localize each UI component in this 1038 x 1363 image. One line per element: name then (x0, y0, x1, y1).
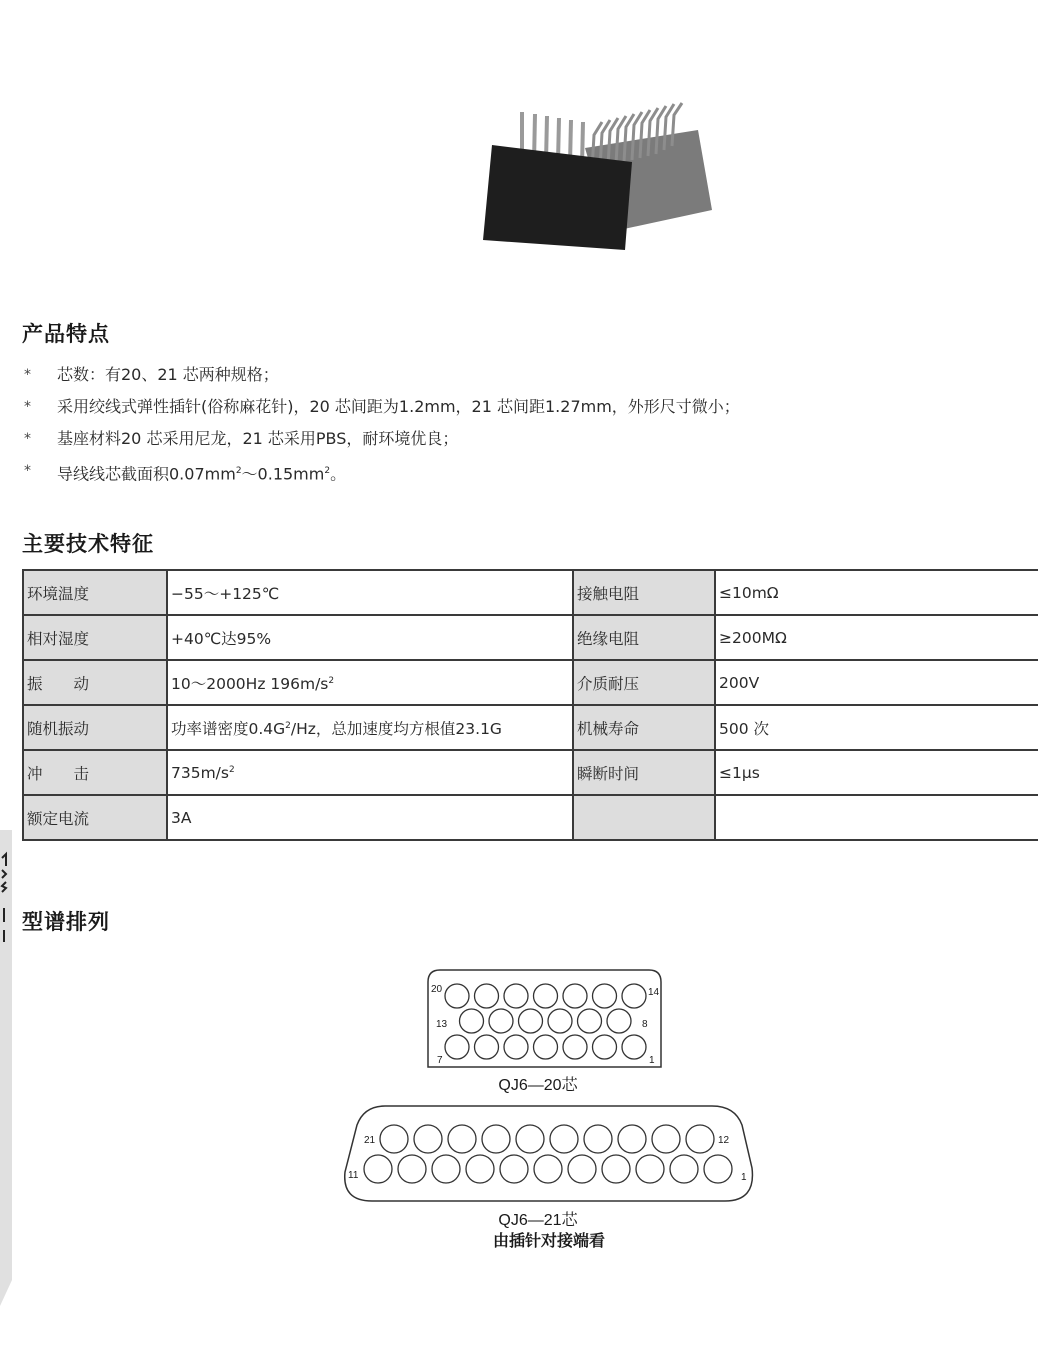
pin-hole-icon (466, 1155, 494, 1183)
features-title: 产品特点 (22, 322, 110, 346)
svg-text:由插针对接端看: 由插针对接端看 (492, 1233, 606, 1250)
spec-label: 绝缘电阻 (573, 615, 715, 660)
feature-item (22, 362, 740, 394)
pin-hole-icon (548, 1009, 572, 1033)
spec-value: ≤1μs (715, 750, 1038, 795)
pin-hole-icon (445, 984, 469, 1008)
pin-hole-icon (602, 1155, 630, 1183)
feature-text: 采用绞线式弹性插针(俗称麻花针)，20 芯间距为1.2mm，21 芯间距1.27mm，外形尺寸微小； (57, 397, 740, 416)
spec-value (715, 795, 1038, 840)
pin-hole-icon (504, 984, 528, 1008)
pin-hole-icon (593, 984, 617, 1008)
pin-hole-icon (563, 1035, 587, 1059)
pin-hole-icon (550, 1125, 578, 1153)
pin-hole-icon (686, 1125, 714, 1153)
svg-text:QJ6—20芯: QJ6—20芯 (498, 1077, 578, 1094)
pin-hole-icon (500, 1155, 528, 1183)
pin-hole-icon (563, 984, 587, 1008)
table-row (23, 615, 1038, 660)
spec-value: +40℃达95% (167, 615, 573, 660)
svg-text:1: 1 (649, 1055, 655, 1066)
svg-text:13: 13 (436, 1019, 448, 1030)
pin-hole-icon (516, 1125, 544, 1153)
features-list (22, 362, 740, 490)
connector-20-diagram (428, 970, 661, 1094)
pin-hole-icon (432, 1155, 460, 1183)
svg-text:20: 20 (431, 984, 443, 995)
spec-value: 功率谱密度$0.4G^2/Hz$，总加速度均方根值23.1G (167, 705, 573, 750)
feature-text: 导线线芯截面积$0.07mm^2\sim 0.15mm^2$。 (57, 464, 347, 484)
pin-hole-icon (593, 1035, 617, 1059)
pin-hole-icon (607, 1009, 631, 1033)
pin-hole-icon (448, 1125, 476, 1153)
pin-hole-icon (578, 1009, 602, 1033)
pin-hole-icon (568, 1155, 596, 1183)
table-row (23, 660, 1038, 705)
svg-text:12: 12 (718, 1135, 730, 1146)
spec-value: −55～+125℃ (167, 570, 573, 615)
pin-hole-icon (534, 1035, 558, 1059)
pin-hole-icon (519, 1009, 543, 1033)
pin-hole-icon (364, 1155, 392, 1183)
spec-label: 介质耐压 (573, 660, 715, 705)
pin-hole-icon (504, 1035, 528, 1059)
pin-hole-icon (475, 984, 499, 1008)
pin-hole-icon (534, 984, 558, 1008)
spec-table (22, 569, 1038, 841)
svg-text:7: 7 (437, 1055, 443, 1066)
spec-label: 振 动 (23, 660, 167, 705)
table-row (23, 750, 1038, 795)
feature-item (22, 426, 740, 458)
pin-hole-icon (622, 984, 646, 1008)
spec-value: 10～2000Hz $196m/s^2$ (167, 660, 573, 705)
spec-value: ≥200MΩ (715, 615, 1038, 660)
svg-text:14: 14 (648, 987, 660, 998)
pin-hole-icon (652, 1125, 680, 1153)
spec-label: 机械寿命 (573, 705, 715, 750)
svg-text:1: 1 (741, 1172, 747, 1183)
spec-value: ≤10mΩ (715, 570, 1038, 615)
svg-text:11: 11 (348, 1170, 359, 1181)
pin-hole-icon (636, 1155, 664, 1183)
feature-text: 基座材料20 芯采用尼龙，21 芯采用PBS，耐环境优良； (57, 429, 459, 448)
pin-hole-icon (445, 1035, 469, 1059)
svg-text:8: 8 (642, 1019, 648, 1030)
spec-label: 相对湿度 (23, 615, 167, 660)
table-row (23, 795, 1038, 840)
spec-label: 瞬断时间 (573, 750, 715, 795)
specs-title: 主要技术特征 (22, 532, 154, 556)
bullet-star-icon: * (24, 431, 31, 447)
pin-hole-icon (622, 1035, 646, 1059)
feature-item (22, 394, 740, 426)
spec-value: 200V (715, 660, 1038, 705)
pin-hole-icon (475, 1035, 499, 1059)
connector-photo-icon (480, 100, 720, 250)
spec-label: 环境温度 (23, 570, 167, 615)
spec-label: 接触电阻 (573, 570, 715, 615)
table-row (23, 570, 1038, 615)
connector-diagrams (330, 960, 770, 1260)
pin-hole-icon (482, 1125, 510, 1153)
table-row (23, 705, 1038, 750)
bullet-star-icon: * (24, 463, 31, 479)
feature-text: 芯数：有20、21 芯两种规格； (57, 365, 279, 384)
spec-label (573, 795, 715, 840)
side-tab (0, 830, 12, 1306)
layout-title: 型谱排列 (22, 910, 110, 934)
spec-value: 3A (167, 795, 573, 840)
product-photo (480, 100, 720, 250)
pin-hole-icon (398, 1155, 426, 1183)
pin-hole-icon (534, 1155, 562, 1183)
pin-hole-icon (414, 1125, 442, 1153)
bullet-star-icon: * (24, 367, 31, 383)
feature-item (22, 458, 740, 490)
pin-hole-icon (584, 1125, 612, 1153)
spec-label: 随机振动 (23, 705, 167, 750)
bullet-star-icon: * (24, 399, 31, 415)
spec-value: 500 次 (715, 705, 1038, 750)
pin-hole-icon (704, 1155, 732, 1183)
pin-hole-icon (380, 1125, 408, 1153)
connector-21-diagram (345, 1106, 753, 1250)
svg-text:21: 21 (364, 1135, 376, 1146)
spec-value: $735m/s^2$ (167, 750, 573, 795)
pin-hole-icon (618, 1125, 646, 1153)
svg-text:QJ6—21芯: QJ6—21芯 (498, 1212, 578, 1229)
pin-hole-icon (460, 1009, 484, 1033)
spec-label: 冲 击 (23, 750, 167, 795)
spec-label: 额定电流 (23, 795, 167, 840)
pin-hole-icon (670, 1155, 698, 1183)
pin-hole-icon (489, 1009, 513, 1033)
